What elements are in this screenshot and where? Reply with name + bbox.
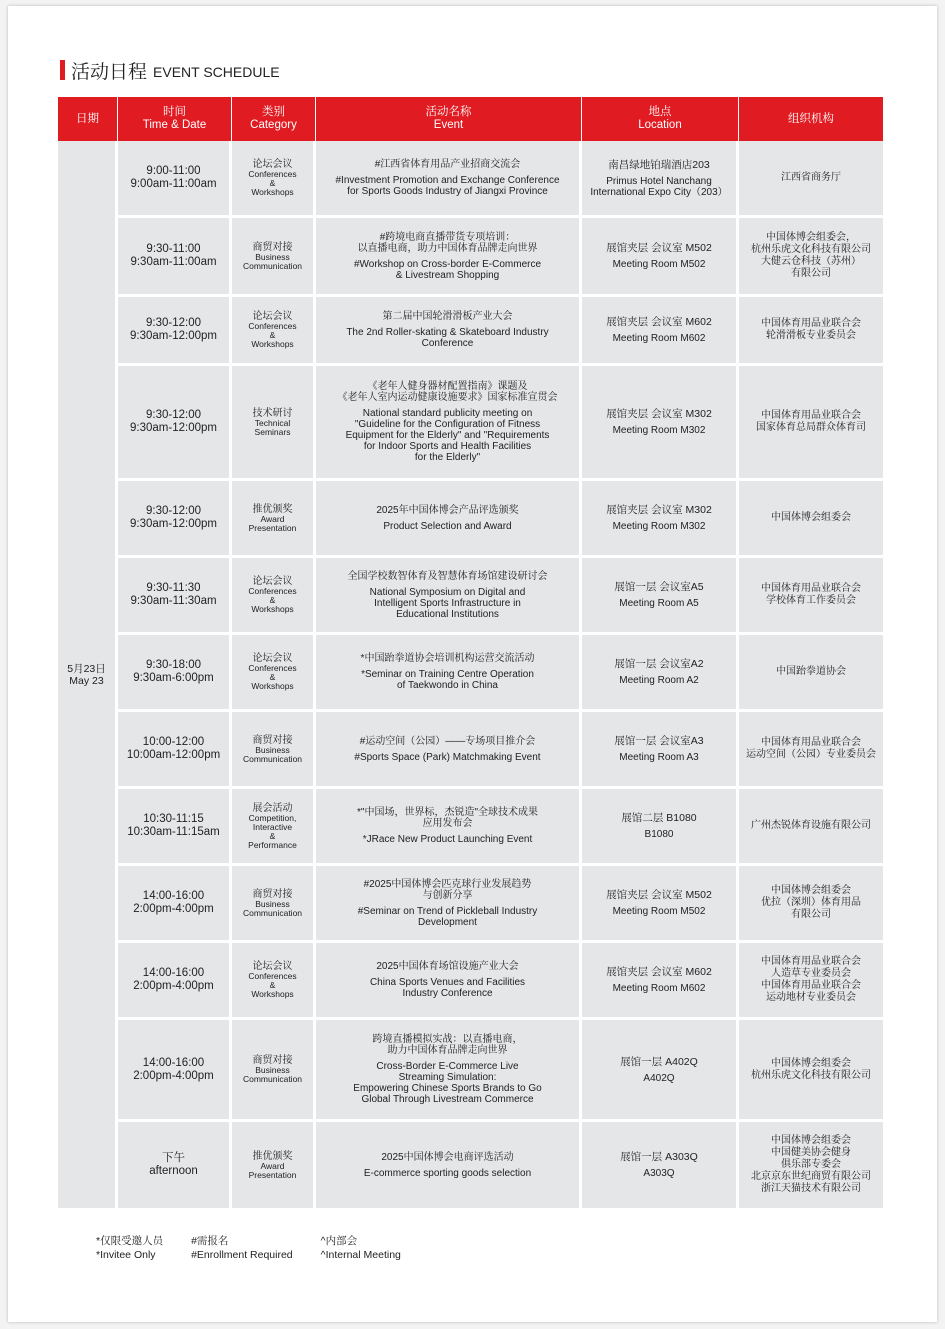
schedule-table	[58, 97, 883, 1211]
category-cell: 推优颁奖 Award Presentation	[232, 481, 316, 558]
location-cell: 展馆夹层 会议室 M502 Meeting Room M502	[582, 218, 739, 297]
location-cell: 展馆一层 会议室A3 Meeting Room A3	[582, 712, 739, 789]
category-cell: 商贸对接 Business Communication	[232, 1020, 316, 1122]
location-cell: 展馆二层 B1080 B1080	[582, 789, 739, 866]
location-cell: 展馆一层 会议室A5 Meeting Room A5	[582, 558, 739, 635]
legend-internal: ^内部会 ^Internal Meeting	[320, 1235, 401, 1261]
category-cell: 论坛会议 Conferences & Workshops	[232, 943, 316, 1020]
location-cell: 南昌绿地铂瑞酒店203 Primus Hotel Nanchang International Expo City（203）	[582, 141, 739, 218]
event-cell: *中国跆拳道协会培训机构运营交流活动 *Seminar on Training Centre Operation of Taekwondo in China	[316, 635, 582, 712]
time-cell: 9:30-12:00 9:30am-12:00pm	[118, 366, 232, 481]
location-cell: 展馆一层 A303Q A303Q	[582, 1122, 739, 1211]
organizer-cell: 中国体博会组委会， 杭州乐虎文化科技有限公司 大健云仓科技（苏州） 有限公司	[739, 218, 883, 297]
organizer-cell: 中国体育用品业联合会 人造草专业委员会 中国体育用品业联合会 运动地材专业委员会	[739, 943, 883, 1020]
header-time: 时间 Time & Date	[118, 97, 232, 141]
time-cell: 下午 afternoon	[118, 1122, 232, 1211]
title-en: EVENT SCHEDULE	[153, 63, 280, 80]
table-row	[58, 1020, 883, 1122]
time-cell: 14:00-16:00 2:00pm-4:00pm	[118, 1020, 232, 1122]
organizer-cell: 中国体育用品业联合会 运动空间（公园）专业委员会	[739, 712, 883, 789]
location-cell: 展馆夹层 会议室 M302 Meeting Room M302	[582, 481, 739, 558]
category-cell: 推优颁奖 Award Presentation	[232, 1122, 316, 1211]
table-row	[58, 297, 883, 366]
event-cell: 2025中国体博会电商评选活动 E-commerce sporting goods selection	[316, 1122, 582, 1211]
table-row	[58, 635, 883, 712]
table-row	[58, 218, 883, 297]
category-cell: 商贸对接 Business Communication	[232, 712, 316, 789]
header-event: 活动名称 Event	[316, 97, 582, 141]
page-title	[60, 58, 280, 82]
time-cell: 14:00-16:00 2:00pm-4:00pm	[118, 943, 232, 1020]
table-row	[58, 1122, 883, 1211]
time-cell: 10:00-12:00 10:00am-12:00pm	[118, 712, 232, 789]
event-cell: #2025中国体博会匹克球行业发展趋势 与创新分享 #Seminar on Trend of Pickleball Industry Development	[316, 866, 582, 943]
organizer-cell: 中国体博会组委会 杭州乐虎文化科技有限公司	[739, 1020, 883, 1122]
event-cell: *"中国场，世界标，杰锐造"全球技术成果 应用发布会 *JRace New Product Launching Event	[316, 789, 582, 866]
event-cell: 第二届中国轮滑滑板产业大会 The 2nd Roller-skating & Skateboard Industry Conference	[316, 297, 582, 366]
header-date: 日期	[58, 97, 118, 141]
event-cell: #运动空间（公园）——专场项目推介会 #Sports Space (Park) Matchmaking Event	[316, 712, 582, 789]
location-cell: 展馆夹层 会议室 M602 Meeting Room M602	[582, 943, 739, 1020]
table-row	[58, 558, 883, 635]
time-cell: 9:30-12:00 9:30am-12:00pm	[118, 481, 232, 558]
table-row	[58, 866, 883, 943]
table-row	[58, 712, 883, 789]
title-zh: 活动日程	[71, 61, 148, 83]
category-cell: 展会活动 Competition, Interactive & Performance	[232, 789, 316, 866]
event-cell: #江西省体育用品产业招商交流会 #Investment Promotion and Exchange Conference for Sports Goods Industry of Jiangxi Province	[316, 141, 582, 218]
category-cell: 商贸对接 Business Communication	[232, 866, 316, 943]
event-cell: 跨境直播模拟实战：以直播电商， 助力中国体育品牌走向世界 Cross-Border E-Commerce Live Streaming Simulation: Empowering Chinese Sports Brands to Go Global Through Livestream Commerce	[316, 1020, 582, 1122]
legend-invitee: *仅限受邀人员 *Invitee Only	[96, 1235, 164, 1261]
table-row	[58, 481, 883, 558]
organizer-cell: 中国体育用品业联合会 轮滑滑板专业委员会	[739, 297, 883, 366]
table-row	[58, 789, 883, 866]
organizer-cell: 中国体博会组委会 中国健美协会健身 俱乐部专委会 北京京东世纪商贸有限公司 浙江天猫技术有限公司	[739, 1122, 883, 1211]
location-cell: 展馆夹层 会议室 M502 Meeting Room M502	[582, 866, 739, 943]
organizer-cell: 江西省商务厅	[739, 141, 883, 218]
event-cell: 《老年人健身器材配置指南》课题及 《老年人室内运动健康设施要求》国家标准宣贯会 National standard publicity meeting on "Guideline for the Configuration of Fitness Equipment for the Elderly" and "Requirements for Indoor Sports and Health Facilities for the Elderly"	[316, 366, 582, 481]
legend-enrollment: #需报名 #Enrollment Required	[191, 1235, 293, 1261]
table-row	[58, 141, 883, 218]
table-row	[58, 366, 883, 481]
time-cell: 14:00-16:00 2:00pm-4:00pm	[118, 866, 232, 943]
location-cell: 展馆一层 会议室A2 Meeting Room A2	[582, 635, 739, 712]
event-cell: 2025中国体育场馆设施产业大会 China Sports Venues and Facilities Industry Conference	[316, 943, 582, 1020]
organizer-cell: 中国体育用品业联合会 国家体育总局群众体育司	[739, 366, 883, 481]
category-cell: 论坛会议 Conferences & Workshops	[232, 141, 316, 218]
organizer-cell: 广州杰锐体育设施有限公司	[739, 789, 883, 866]
time-cell: 9:00-11:00 9:00am-11:00am	[118, 141, 232, 218]
schedule-page	[8, 6, 937, 1322]
header-organizer: 组织机构	[739, 97, 883, 141]
location-cell: 展馆一层 A402Q A402Q	[582, 1020, 739, 1122]
organizer-cell: 中国体育用品业联合会 学校体育工作委员会	[739, 558, 883, 635]
location-cell: 展馆夹层 会议室 M602 Meeting Room M602	[582, 297, 739, 366]
location-cell: 展馆夹层 会议室 M302 Meeting Room M302	[582, 366, 739, 481]
category-cell: 论坛会议 Conferences & Workshops	[232, 558, 316, 635]
organizer-cell: 中国体博会组委会 优拉（深圳）体育用品 有限公司	[739, 866, 883, 943]
category-cell: 技术研讨 Technical Seminars	[232, 366, 316, 481]
table-header-row	[58, 97, 883, 141]
event-cell: 全国学校数智体育及智慧体育场馆建设研讨会 National Symposium on Digital and Intelligent Sports Infrastructure in Educational Institutions	[316, 558, 582, 635]
time-cell: 9:30-11:00 9:30am-11:00am	[118, 218, 232, 297]
header-category: 类别 Category	[232, 97, 316, 141]
time-cell: 9:30-18:00 9:30am-6:00pm	[118, 635, 232, 712]
category-cell: 商贸对接 Business Communication	[232, 218, 316, 297]
legend	[96, 1234, 429, 1262]
title-accent-bar	[60, 60, 65, 80]
organizer-cell: 中国跆拳道协会	[739, 635, 883, 712]
schedule-body	[58, 141, 883, 1211]
organizer-cell: 中国体博会组委会	[739, 481, 883, 558]
time-cell: 9:30-11:30 9:30am-11:30am	[118, 558, 232, 635]
category-cell: 论坛会议 Conferences & Workshops	[232, 635, 316, 712]
time-cell: 10:30-11:15 10:30am-11:15am	[118, 789, 232, 866]
table-row	[58, 943, 883, 1020]
time-cell: 9:30-12:00 9:30am-12:00pm	[118, 297, 232, 366]
category-cell: 论坛会议 Conferences & Workshops	[232, 297, 316, 366]
event-cell: #跨境电商直播带货专项培训： 以直播电商，助力中国体育品牌走向世界 #Workshop on Cross-border E-Commerce & Livestream Shopping	[316, 218, 582, 297]
date-cell: 5月23日 May 23	[58, 141, 118, 1211]
header-location: 地点 Location	[582, 97, 739, 141]
event-cell: 2025年中国体博会产品评选颁奖 Product Selection and Award	[316, 481, 582, 558]
